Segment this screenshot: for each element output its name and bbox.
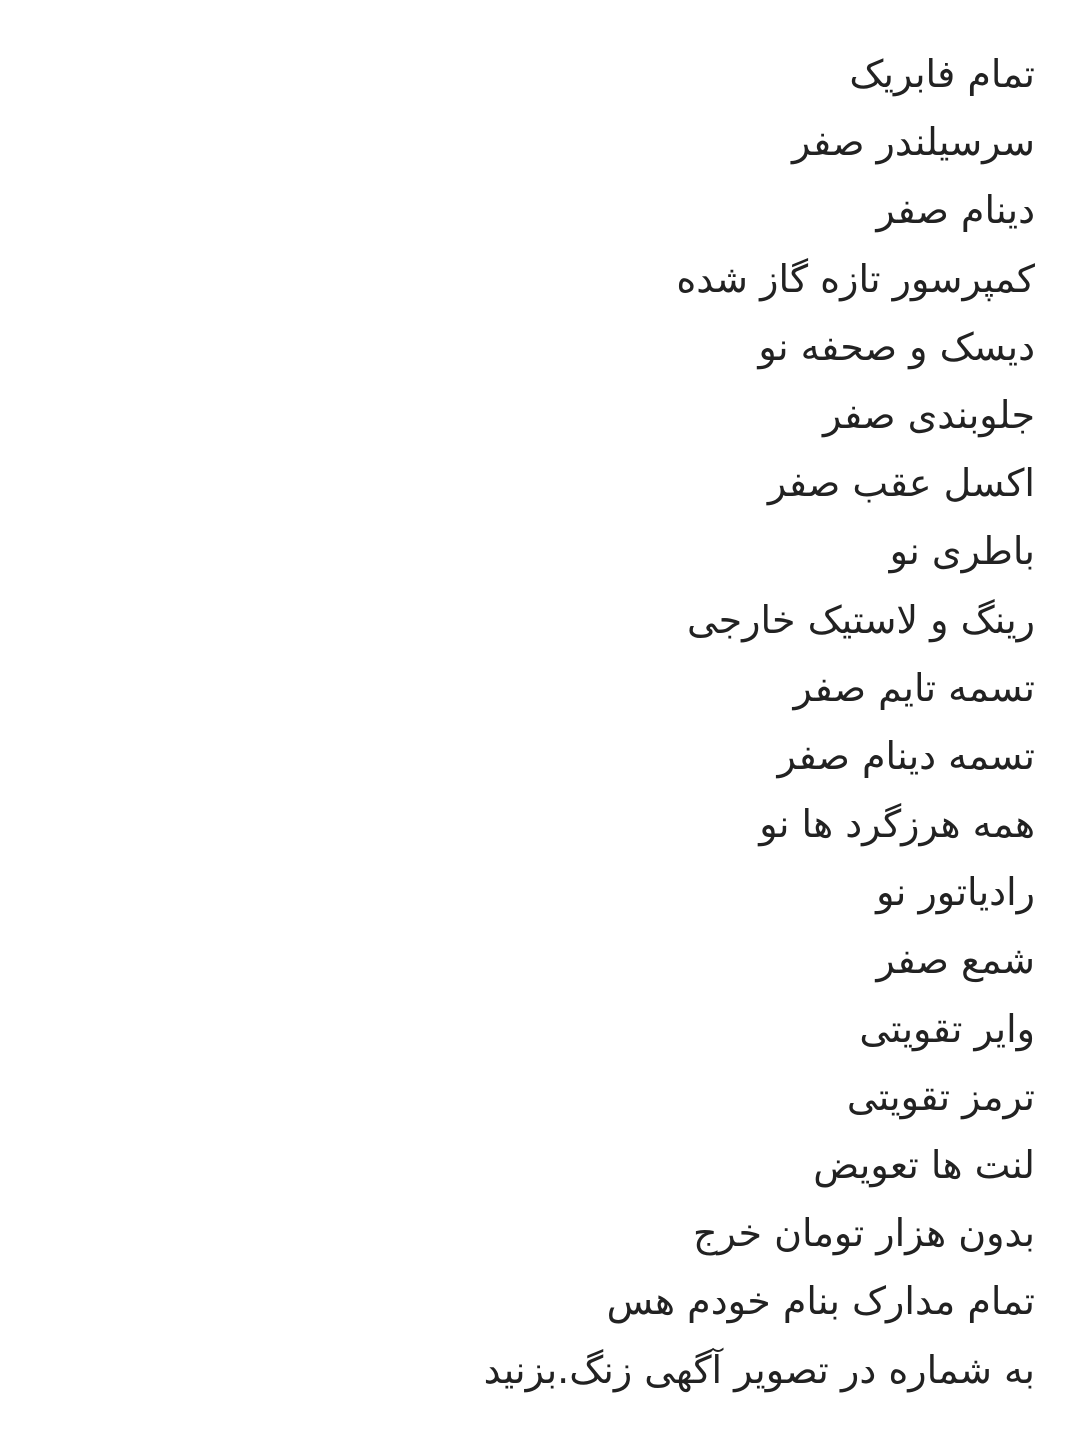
- description-line: تسمه تایم صفر: [793, 665, 1035, 710]
- description-line: وایر تقویتی: [859, 1006, 1035, 1051]
- description-line: جلوبندی صفر: [823, 392, 1035, 437]
- description-line: شمع صفر: [876, 938, 1035, 983]
- description-line: به شماره در تصویر آگهی زنگ.بزنید: [483, 1347, 1035, 1392]
- description-line: همه هرزگرد ها نو: [759, 802, 1035, 847]
- description-line: بدون هزار تومان خرج: [693, 1211, 1035, 1256]
- description-line: دیسک و صحفه نو: [758, 324, 1035, 369]
- description-line: ترمز تقویتی: [846, 1074, 1035, 1119]
- description-line: رادیاتور نو: [876, 870, 1035, 915]
- description-line: تسمه دینام صفر: [777, 733, 1035, 778]
- description-line: تمام فابریک: [849, 52, 1035, 96]
- description-line: رینگ و لاستیک خارجی: [686, 597, 1035, 642]
- description-line: سرسیلندر صفر: [792, 120, 1035, 165]
- description-line: باطری نو: [889, 529, 1035, 574]
- description-line: لنت ها تعویض: [813, 1143, 1035, 1187]
- description-line: کمپرسور تازه گاز شده: [676, 256, 1035, 301]
- description-line: تمام مدارک بنام خودم هس: [606, 1279, 1035, 1324]
- description-line: اکسل عقب صفر: [767, 461, 1035, 506]
- description-line: دینام صفر: [876, 188, 1035, 233]
- ad-description: [55, 40, 1035, 1404]
